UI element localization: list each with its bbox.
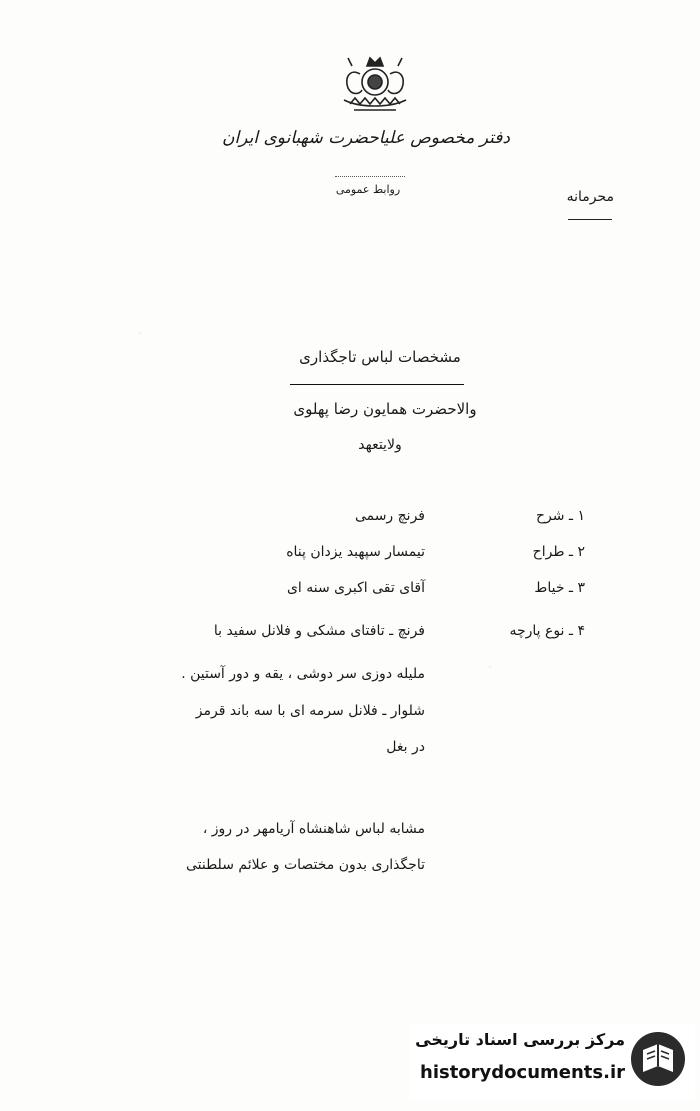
item-value-designer: تیمسار سپهبد یزدان پناه <box>286 544 425 560</box>
closing-line: مشابه لباس شاهنشاه آریامهر در روز ، <box>202 821 425 837</box>
document-title: مشخصات لباس تاجگذاری <box>299 348 461 366</box>
item-value-fabric: فرنچ ـ تافتای مشکی و فلانل سفید با <box>213 623 425 639</box>
item-label-tailor: ۳ ـ خیاط <box>534 580 585 596</box>
watermark-title: مرکز بررسی اسناد تاریخی <box>415 1030 625 1049</box>
fabric-continued-line: ملیله دوزی سر دوشی ، یقه و دور آستین . <box>181 666 425 682</box>
office-letterhead: دفتر مخصوص علیاحضرت شهبانوی ایران <box>222 128 510 148</box>
fabric-continued-line: شلوار ـ فلانل سرمه ای با سه باند قرمز <box>195 703 425 719</box>
item-label-designer: ۲ ـ طراح <box>532 544 585 560</box>
letterhead-dotted-divider <box>335 176 405 177</box>
archive-watermark <box>410 1024 695 1100</box>
watermark-url: historydocuments.ir <box>420 1062 625 1083</box>
department-label: روابط عمومی <box>335 183 401 196</box>
archive-book-logo-icon <box>629 1030 687 1088</box>
item-value-tailor: آقای تقی اکبری سنه ای <box>286 580 425 596</box>
item-label-fabric: ۴ ـ نوع پارچه <box>509 623 585 639</box>
item-value-description: فرنچ رسمی <box>354 508 425 524</box>
subject-name: والاحضرت همایون رضا پهلوی <box>293 400 477 418</box>
item-label-description: ۱ ـ شرح <box>535 508 585 524</box>
closing-line: تاجگذاری بدون مختصات و علائم سلطنتی <box>185 857 425 873</box>
classification-label: محرمانه <box>566 189 614 205</box>
fabric-continued-line: در بغل <box>386 739 425 755</box>
royal-coat-of-arms-icon <box>330 52 420 118</box>
subject-rank: ولایتعهد <box>358 437 402 453</box>
title-underline <box>290 384 464 385</box>
classification-underline <box>568 219 612 220</box>
